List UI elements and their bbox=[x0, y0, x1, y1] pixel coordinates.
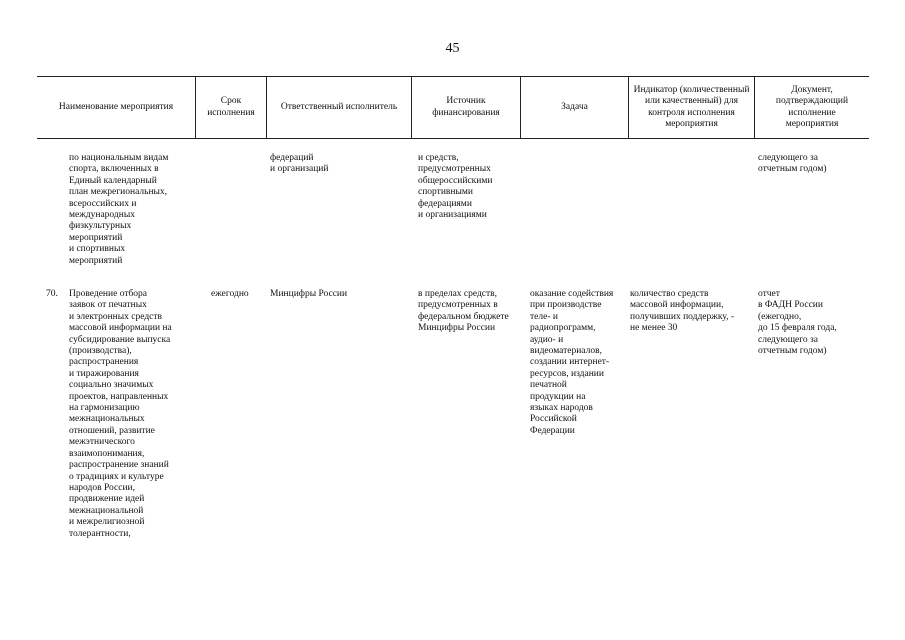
cell-document: следующего за отчетным годом) bbox=[758, 153, 827, 175]
cell-document: отчет в ФАДН России (ежегодно, до 15 февраля года, следующего за отчетным годом) bbox=[758, 289, 837, 357]
header-financing: Источник финансирования bbox=[432, 96, 500, 118]
cell-task: оказание содействия при производстве теле- и радиопрограмм, аудио- и видеоматериалов, создании интернет- ресурсов, издании печатной продукции на языках народов Российской Федерации bbox=[530, 289, 614, 436]
cell-executor: федераций и организаций bbox=[270, 153, 329, 175]
cell-financing: и средств, предусмотренных общероссийскими спортивными федерациями и организациями bbox=[418, 153, 493, 221]
cell-deadline: ежегодно bbox=[211, 289, 249, 299]
header-document: Документ, подтверждающий исполнение мероприятия bbox=[775, 84, 849, 129]
cell-name: Проведение отбора заявок от печатных и электронных средств массовой информации на субсидирование выпуска (производства), распространения и тиражирования социально значимых проектов, направленных на гармонизацию межнациональных отношений, развитие межэтнического взаимопонимания, распространение знаний о традициях и культуре народов России, продвижение идей межнациональной и межрелигиозной толерантности, bbox=[69, 289, 172, 539]
cell-indicator: количество средств массовой информации, получивших поддержку, - не менее 30 bbox=[630, 289, 735, 334]
cell-name: по национальным видам спорта, включенных в Единый календарный план межрегиональных, всероссийских и международных физкультурных мероприятий и спортивных мероприятий bbox=[69, 153, 169, 266]
cell-financing: в пределах средств, предусмотренных в федеральном бюджете Минцифры России bbox=[418, 289, 509, 334]
header-name: Наименование мероприятия bbox=[58, 101, 174, 112]
header-executor: Ответственный исполнитель bbox=[280, 101, 398, 112]
cell-executor: Минцифры России bbox=[270, 289, 348, 299]
header-indicator: Индикатор (количественный или качественный) для контроля исполнения мероприятия bbox=[633, 84, 750, 129]
header-deadline: Срок исполнения bbox=[207, 96, 255, 118]
row-number: 70. bbox=[46, 289, 58, 299]
header-task: Задача bbox=[561, 101, 588, 112]
page-number: 45 bbox=[445, 41, 460, 56]
